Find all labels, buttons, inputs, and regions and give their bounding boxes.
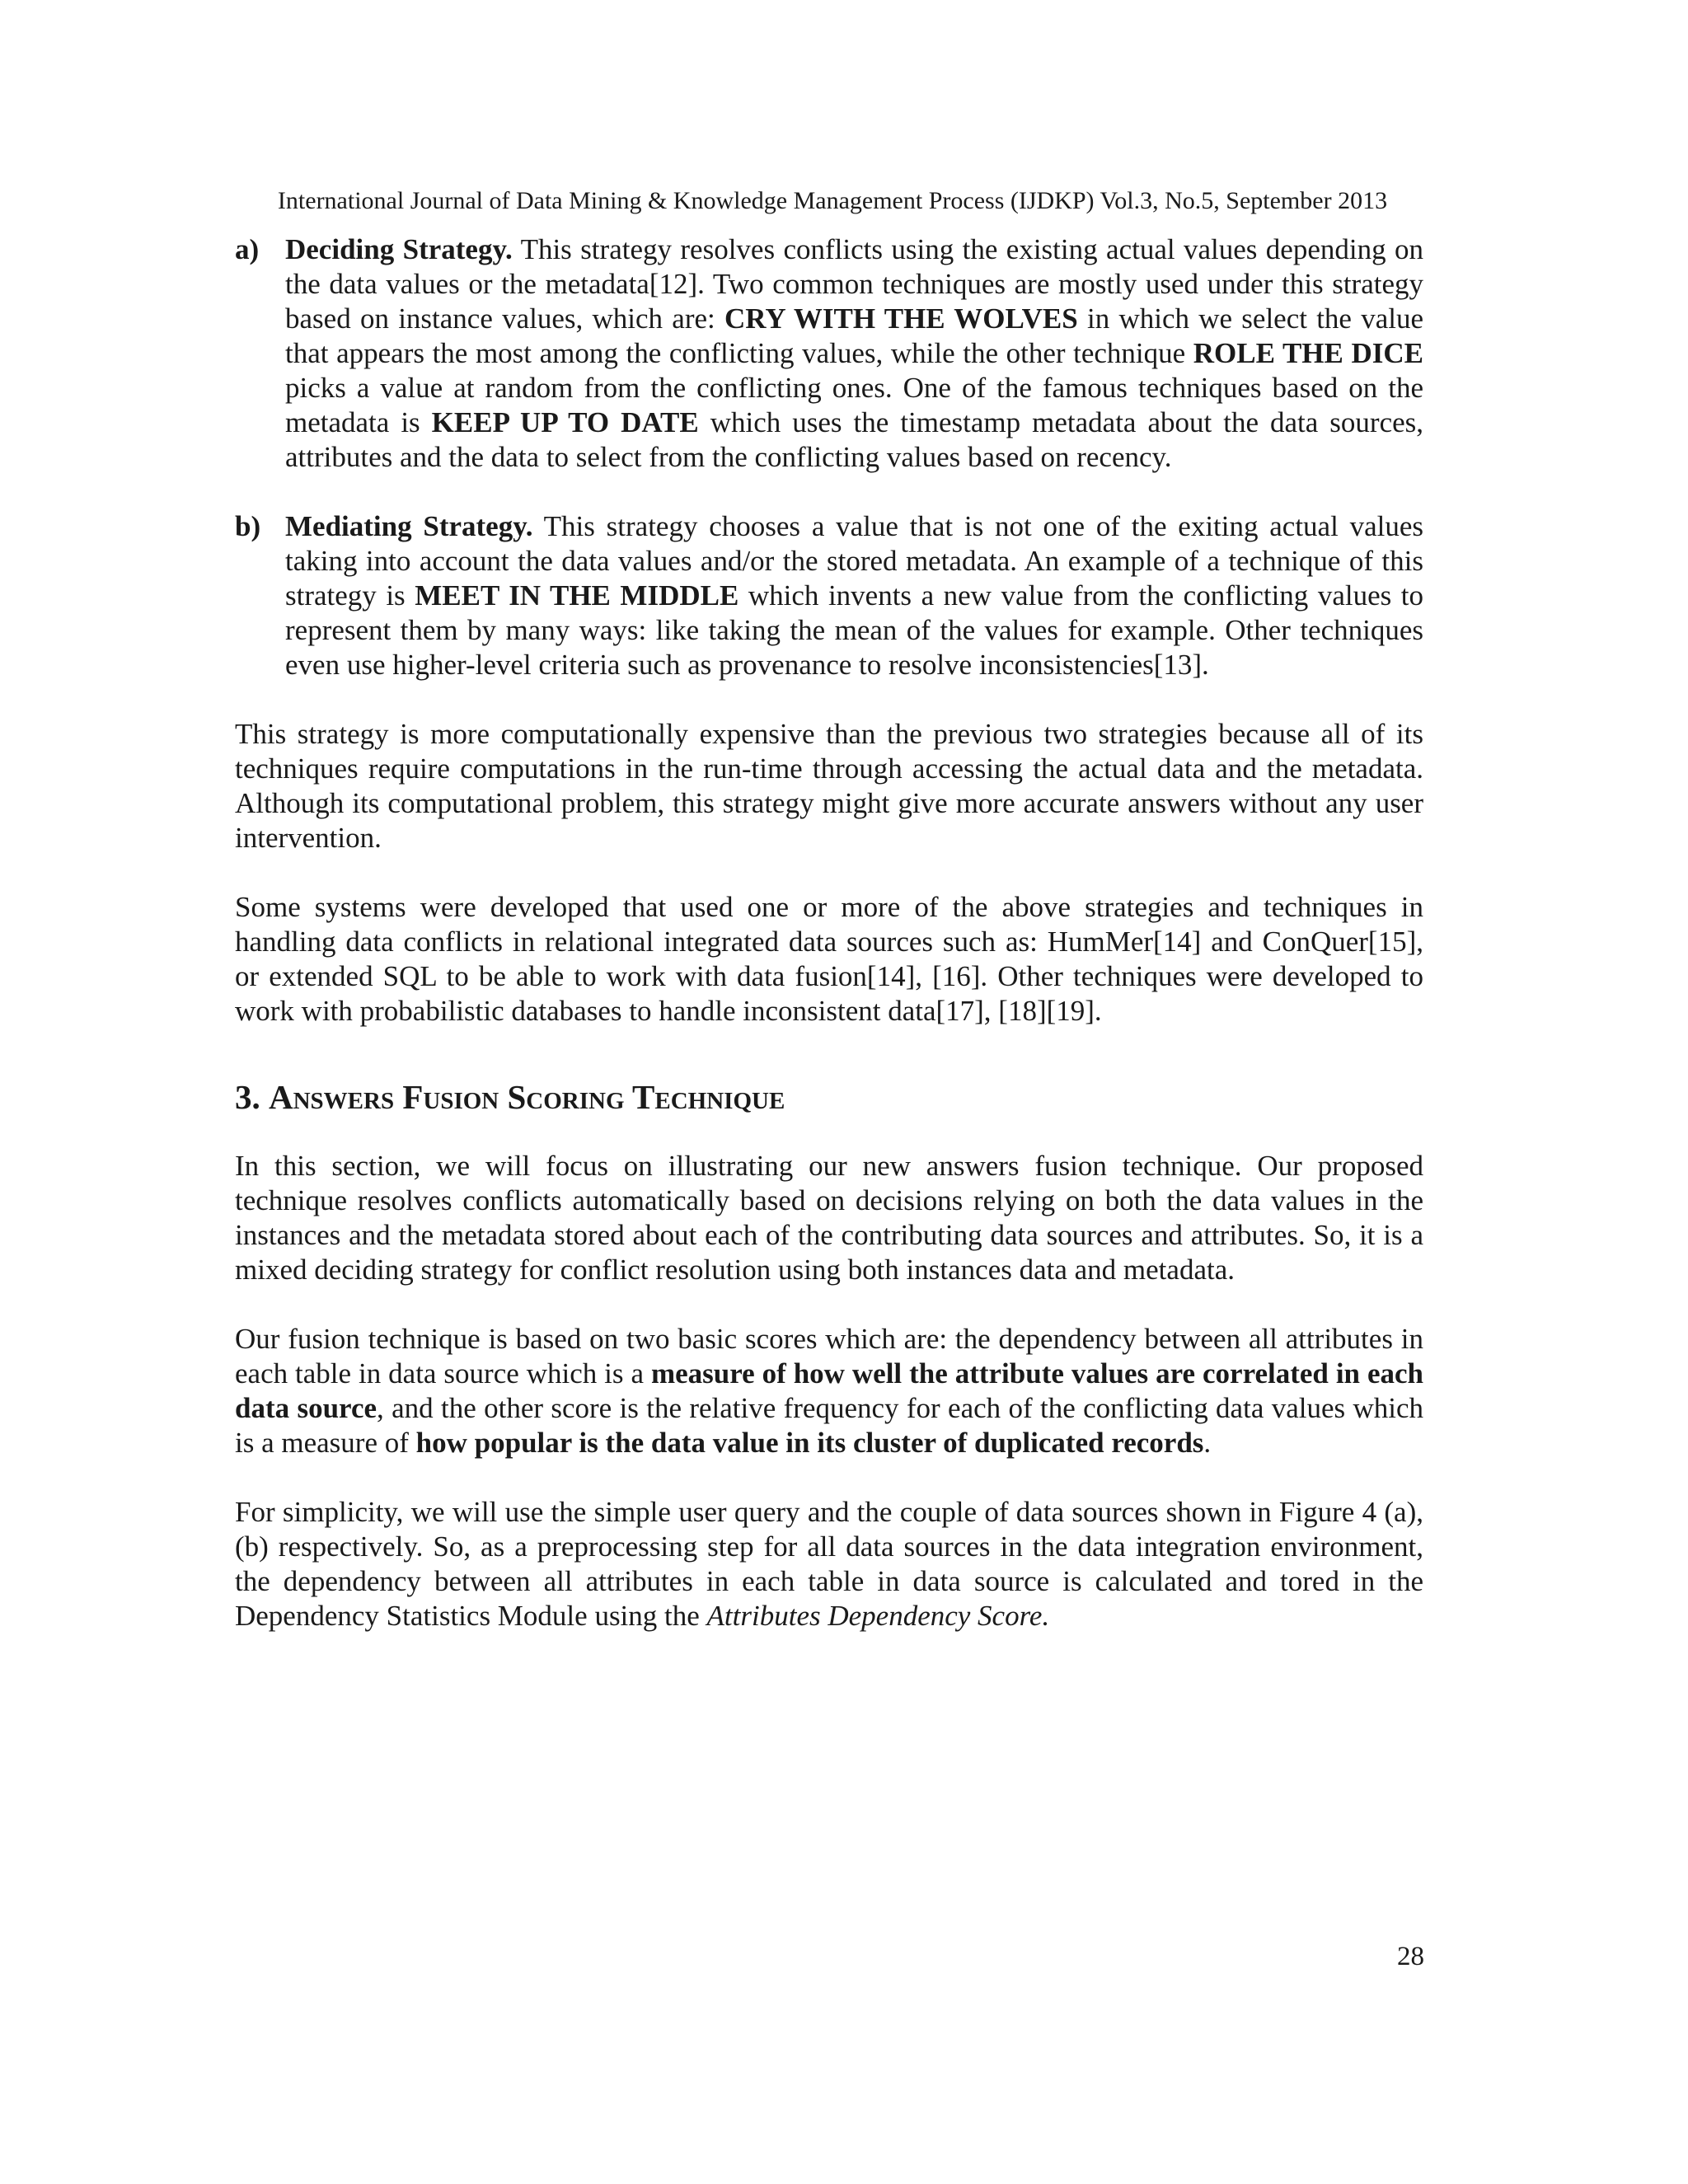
bold-phrase: measure of how well the attribute values are correlated in each data source (235, 1357, 1423, 1424)
page-body (235, 232, 1423, 1633)
technique-name: ROLE THE DICE (1193, 337, 1423, 369)
section-heading (235, 1076, 1423, 1118)
technique-name: CRY WITH THE WOLVES (724, 302, 1078, 335)
page-number: 28 (1397, 1942, 1424, 1971)
text-run: in which we select the value that appears the most among the conflicting values, while the other technique (285, 302, 1424, 369)
paragraph-intro: In this section, we will focus on illustrating our new answers fusion technique. Our proposed technique resolves conflicts automatically based on decisions relying on both the data values in the instances and the metadata stored about each of the contributing data sources and attributes. So, it is a mixed deciding strategy for conflict resolution using both instances data and metadata. (235, 1150, 1423, 1286)
item-term: Deciding Strategy. (285, 233, 513, 265)
technique-name: KEEP UP TO DATE (431, 406, 699, 438)
item-term: Mediating Strategy. (285, 510, 533, 542)
list-marker: b) (235, 510, 261, 542)
paragraph-fusion-scores (235, 1322, 1423, 1460)
running-header: International Journal of Data Mining & Knowledge Management Process (IJDKP) Vol.3, No.5, September 2013 (277, 187, 1388, 214)
section-number: 3. (235, 1078, 260, 1116)
paragraph-computational-cost: This strategy is more computationally expensive than the previous two strategies because all of its techniques require computations in the run-time through accessing the actual data and the metadata. Although its computational problem, this strategy might give more accurate answers without any user intervention. (235, 718, 1423, 854)
bold-phrase: how popular is the data value in its cluster of duplicated records (415, 1427, 1204, 1459)
text-run: picks a value at random from the conflicting ones. One of the famous techniques based on the metadata is (285, 372, 1423, 438)
italic-term: Attributes Dependency Score. (706, 1600, 1050, 1632)
text-run: This strategy resolves conflicts using the existing actual values depending on the data values or the metadata[12]. Two common techniques are mostly used under this strategy based on instance values, which are: (285, 233, 1423, 335)
text-run: Our fusion technique is based on two basic scores which are: the dependency between all attributes in each table in data source which is a (235, 1323, 1423, 1390)
text-run: which invents a new value from the conflicting values to represent them by many ways: like taking the mean of the values for example. Other techniques even use higher-level criteria such as provenance to resolve inconsistencies[13]. (285, 579, 1424, 681)
technique-name: MEET IN THE MIDDLE (415, 579, 739, 612)
list-item-mediating-strategy (235, 509, 1423, 682)
section-title: Answers Fusion Scoring Technique (269, 1078, 785, 1116)
list-marker: a) (235, 233, 260, 265)
text-run: For simplicity, we will use the simple user query and the couple of data sources shown in Figure 4 (a), (b) respectively. So, as a preprocessing step for all data sources in the data integration environment, the dependency between all attributes in each table in data source is calculated and tored in the Dependency Statistics Module using the (235, 1496, 1423, 1632)
text-run: which uses the timestamp metadata about the data sources, attributes and the data to select from the conflicting values based on recency. (285, 406, 1424, 473)
text-run: , and the other score is the relative frequency for each of the conflicting data values which is a measure of (235, 1392, 1423, 1459)
text-run: This strategy chooses a value that is not one of the exiting actual values taking into account the data values and/or the stored metadata. An example of a technique of this strategy is (285, 510, 1423, 612)
paragraph-related-systems: Some systems were developed that used one or more of the above strategies and techniques in handling data conflicts in relational integrated data sources such as: HumMer[14] and ConQuer[15], or extended SQL to be able to work with data fusion[14], [16]. Other techniques were developed to work with probabilistic databases to handle inconsistent data[17], [18][19]. (235, 891, 1423, 1027)
paragraph-simplicity (235, 1495, 1423, 1633)
text-run: . (1203, 1427, 1212, 1459)
list-item-deciding-strategy (235, 232, 1423, 475)
